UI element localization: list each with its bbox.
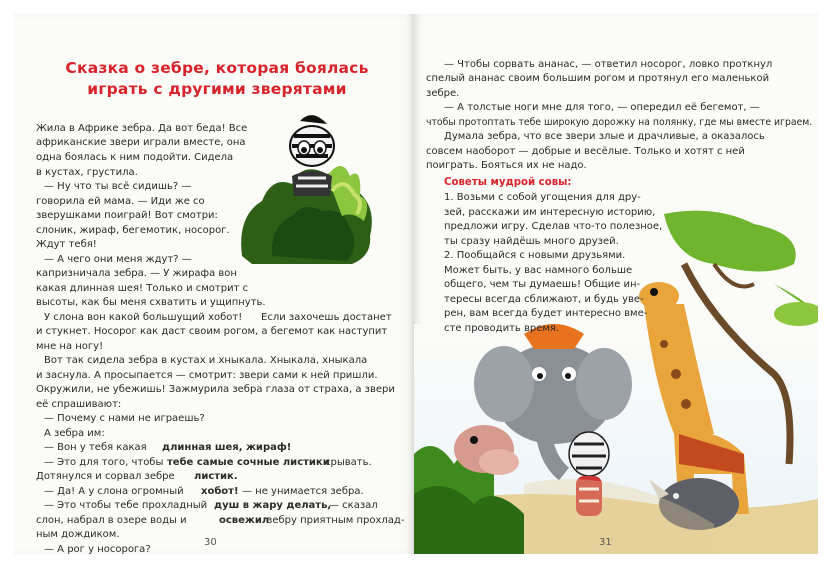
- page-number: 30: [204, 537, 217, 548]
- text-line: срывать.: [325, 457, 372, 468]
- text-line: — Чтобы сорвать ананас, — ответил носорог, ловко проткнул: [444, 59, 773, 70]
- text-line: зебру приятным прохлад-: [267, 515, 405, 526]
- story-title: [32, 58, 402, 100]
- text-line: высоты, как бы меня схватить и ущипнуть.: [36, 297, 266, 308]
- text-line: поиграть. Бояться их не надо.: [426, 160, 587, 171]
- tip-line: Может быть, у вас намного больше: [444, 265, 633, 276]
- text-line: капризничала зебра. — У жирафа вон: [36, 268, 237, 279]
- text-line: говорила ей мама. — Иди же со: [36, 196, 205, 207]
- text-line: Ждут тебя!: [36, 239, 97, 250]
- tip-line: 2. Пообщайся с новыми друзьями.: [444, 250, 626, 261]
- text-line-bold: листик.: [194, 471, 238, 482]
- text-line: и заснула. А просыпается — смотрит: звери сами к ней пришли.: [36, 370, 378, 381]
- text-line: — не унимается зебра.: [242, 486, 364, 497]
- text-line: — Ну что ты всё сидишь? —: [44, 181, 192, 192]
- text-line: У слона вон какой большущий хобот!: [44, 312, 243, 323]
- right-page: [414, 14, 818, 554]
- text-line-bold: длинная шея, жираф!: [162, 442, 292, 453]
- text-line: Жила в Африке зебра. Да вот беда! Все: [36, 123, 248, 134]
- text-line: — Почему с нами не играешь?: [44, 413, 205, 424]
- text-line: зверушками поиграй! Вот смотри:: [36, 210, 218, 221]
- text-line: африканские звери играли вместе, она: [36, 137, 246, 148]
- text-line-bold: освежил: [219, 515, 270, 526]
- text-line: в кустах, грустила.: [36, 167, 138, 178]
- text-line: спелый ананас своим большим рогом и протянул его маленькой: [426, 73, 770, 84]
- text-line: и стукнет. Носорог как даст своим рогом, а бегемот как наступит: [36, 326, 388, 337]
- text-line: — А рог у носорога?: [44, 544, 151, 554]
- text-line-bold: душ в жару делать,: [214, 500, 332, 511]
- text-line: Если захочешь достанет: [261, 312, 392, 323]
- text-line: — Да! А у слона огромный: [44, 486, 184, 497]
- text-line: — Вон у тебя какая: [44, 442, 147, 453]
- text-line: совсем наоборот — добрые и весёлые. Только и хотят с ней: [426, 146, 745, 157]
- zebra-illustration: [232, 106, 382, 266]
- text-line: — А чего они меня ждут? —: [44, 254, 192, 265]
- tip-line: зей, расскажи им интересную историю,: [444, 207, 656, 218]
- text-line: — Это чтобы тебе прохладный: [44, 500, 208, 511]
- tip-line: ты сразу найдёшь много друзей.: [444, 236, 619, 247]
- text-line: Думала зебра, что все звери злые и драчливые, а оказалось: [444, 131, 765, 142]
- tips-title: Советы мудрой совы:: [444, 177, 572, 188]
- text-line: одна боялась к ним подойти. Сидела: [36, 152, 234, 163]
- text-line: А зебра им:: [44, 428, 105, 439]
- text-line: её спрашивают:: [36, 399, 122, 410]
- text-line: Дотянулся и сорвал зебре: [36, 471, 175, 482]
- tip-line: 1. Возьми с собой угощения для дру-: [444, 192, 641, 203]
- tip-line: общего, чем ты думаешь! Общие ин-: [444, 279, 641, 290]
- text-line-bold: хобот!: [201, 486, 239, 497]
- text-line: слон, набрал в озере воды и: [36, 515, 187, 526]
- text-line: мне на ногу!: [36, 341, 104, 352]
- story-title-line-1: Сказка о зебре, которая боялась: [65, 59, 369, 77]
- story-title-line-2: играть с другими зверятами: [87, 80, 347, 98]
- tip-line: рен, вам всегда будет интересно вме-: [444, 308, 648, 319]
- text-line: ным дождиком.: [36, 529, 120, 540]
- text-line: чтобы протоптать тебе широкую дорожку на полянку, где мы вместе играем.: [426, 117, 813, 128]
- text-line: слоник, жираф, бегемотик, носорог.: [36, 225, 230, 236]
- text-line-bold: тебе самые сочные листики: [167, 457, 330, 468]
- text-line: Окружили, не убежишь! Зажмурила зебра глаза от страха, а звери: [36, 384, 395, 395]
- text-line: какая длинная шея! Только и смотрит с: [36, 283, 249, 294]
- tip-line: тересы всегда сближают, и будь уве-: [444, 294, 644, 305]
- text-line: — сказал: [329, 500, 378, 511]
- page-number: 31: [599, 537, 612, 548]
- text-line: Вот так сидела зебра в кустах и хныкала. Хныкала, хныкала: [44, 355, 368, 366]
- text-line: — А толстые ноги мне для того, — опередил её бегемот, —: [444, 102, 760, 113]
- left-page: [14, 14, 414, 554]
- text-line: — Это для того, чтобы: [44, 457, 164, 468]
- text-line: зебре.: [426, 88, 460, 99]
- tip-line: предложи игру. Сделав что-то полезное,: [444, 221, 663, 232]
- tip-line: сте проводить время.: [444, 323, 560, 334]
